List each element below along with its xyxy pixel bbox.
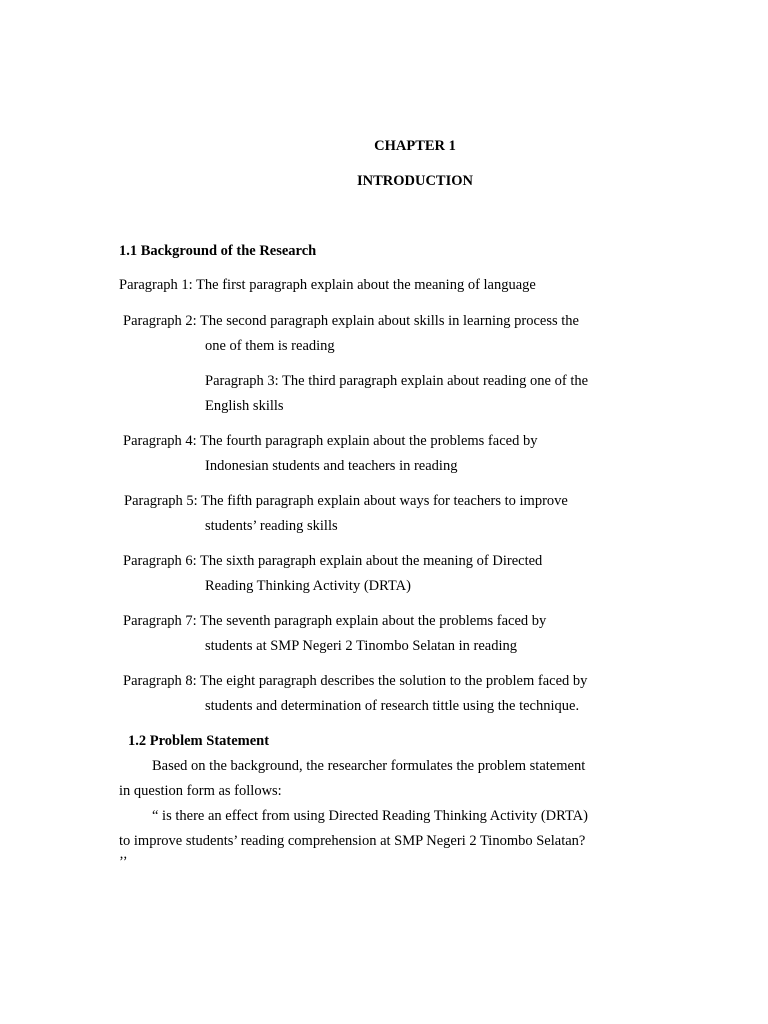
- problem-statement-line-5: ’’: [119, 854, 128, 870]
- paragraph-6-line-1: Paragraph 6: The sixth paragraph explain about the meaning of Directed: [123, 553, 543, 569]
- paragraph-8-line-1: Paragraph 8: The eight paragraph describes the solution to the problem faced by: [123, 673, 588, 689]
- paragraph-3-line-1: Paragraph 3: The third paragraph explain about reading one of the: [205, 373, 589, 389]
- paragraph-7-line-1: Paragraph 7: The seventh paragraph explain about the problems faced by: [123, 613, 547, 629]
- problem-statement-line-3: “ is there an effect from using Directed Reading Thinking Activity (DRTA): [152, 808, 588, 824]
- section-heading-background: 1.1 Background of the Research: [119, 243, 317, 259]
- paragraph-8-line-2: students and determination of research tittle using the technique.: [205, 698, 580, 714]
- paragraph-2-line-1: Paragraph 2: The second paragraph explain about skills in learning process the: [123, 313, 579, 329]
- problem-statement-line-4: to improve students’ reading comprehension at SMP Negeri 2 Tinombo Selatan?: [119, 833, 586, 849]
- paragraph-4-line-2: Indonesian students and teachers in reading: [205, 458, 458, 474]
- problem-statement-line-2: in question form as follows:: [119, 783, 282, 799]
- paragraph-1: Paragraph 1: The first paragraph explain about the meaning of language: [119, 277, 536, 293]
- paragraph-2-line-2: one of them is reading: [205, 338, 335, 354]
- paragraph-7-line-2: students at SMP Negeri 2 Tinombo Selatan in reading: [205, 638, 518, 654]
- chapter-title: INTRODUCTION: [356, 173, 473, 189]
- paragraph-5-line-1: Paragraph 5: The fifth paragraph explain about ways for teachers to improve: [124, 493, 568, 509]
- chapter-label: CHAPTER 1: [374, 138, 456, 154]
- section-heading-problem-statement: 1.2 Problem Statement: [128, 733, 270, 749]
- paragraph-3-line-2: English skills: [205, 398, 284, 414]
- problem-statement-line-1: Based on the background, the researcher formulates the problem statement: [152, 758, 586, 774]
- paragraph-4-line-1: Paragraph 4: The fourth paragraph explain about the problems faced by: [123, 433, 538, 449]
- paragraph-5-line-2: students’ reading skills: [205, 518, 338, 534]
- paragraph-6-line-2: Reading Thinking Activity (DRTA): [205, 578, 411, 594]
